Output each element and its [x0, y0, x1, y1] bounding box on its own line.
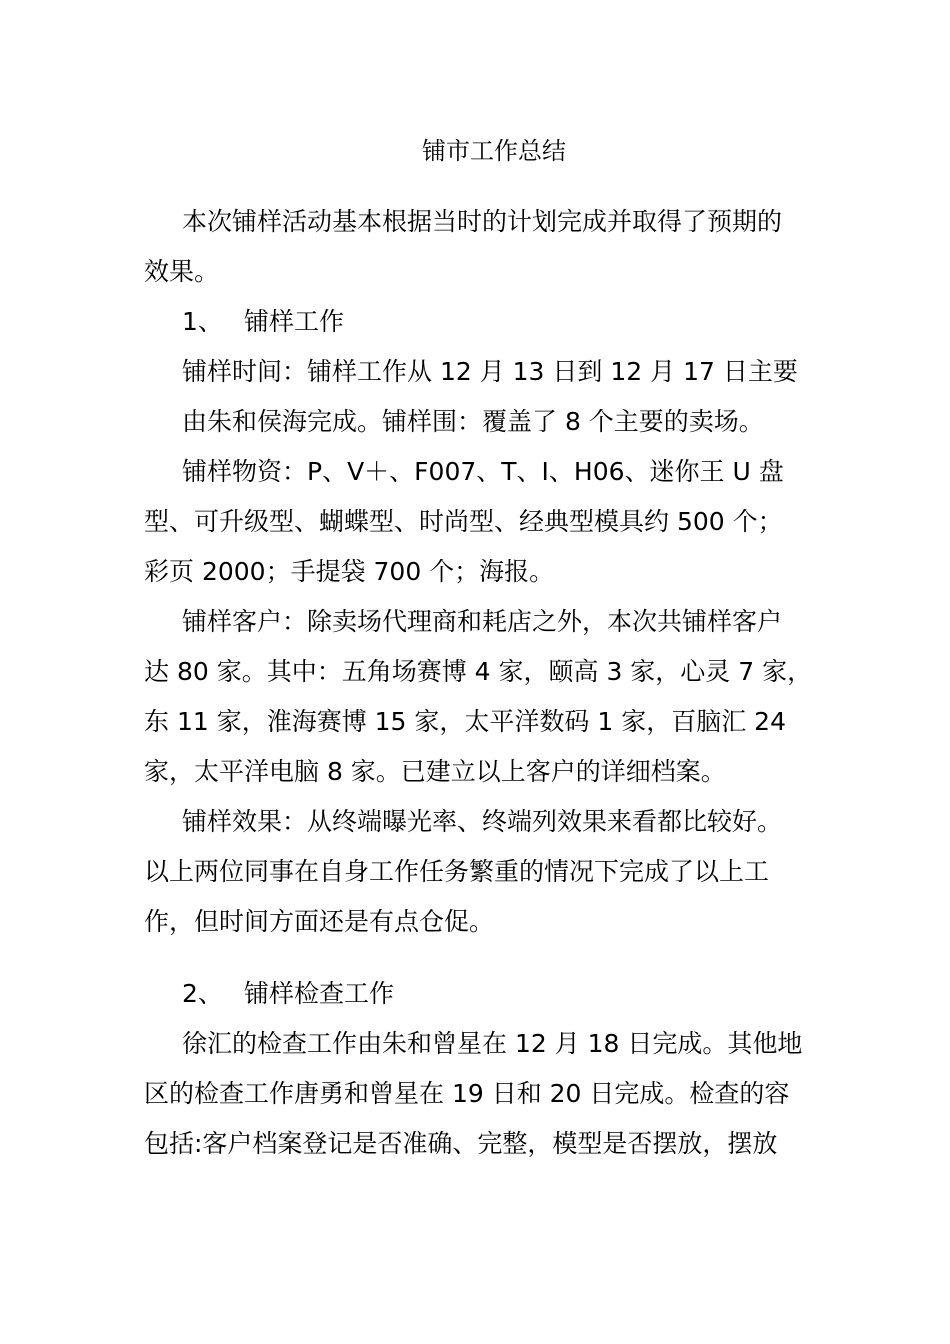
- paragraph-line: 彩页 2000；手提袋 700 个；海报。: [144, 557, 555, 586]
- section-heading-1: [182, 302, 344, 342]
- paragraph-line: 铺样效果：从终端曝光率、终端列效果来看都比较好。: [182, 807, 783, 836]
- section-number: 1、: [182, 307, 223, 336]
- document-title: 铺市工作总结: [422, 137, 566, 165]
- paragraph-line: 效果。: [144, 257, 220, 286]
- section-heading-text: 铺样工作: [244, 307, 345, 336]
- paragraph-line: 型、可升级型、蝴蝶型、时尚型、经典型模具约 500 个；: [144, 507, 783, 536]
- paragraph-line: 本次铺样活动基本根据当时的计划完成并取得了预期的: [182, 207, 783, 236]
- paragraph-line: 达 80 家。其中：五角场赛博 4 家，颐高 3 家，心灵 7 家，: [144, 657, 813, 686]
- paragraph-line: 包括:客户档案登记是否准确、完整，模型是否摆放，摆放: [144, 1129, 778, 1158]
- section-heading-2: [182, 974, 394, 1014]
- paragraph-line: 家，太平洋电脑 8 家。已建立以上客户的详细档案。: [144, 757, 726, 786]
- paragraph-line: 区的检查工作唐勇和曾星在 19 日和 20 日完成。检查的容: [144, 1079, 790, 1108]
- section-number: 2、: [182, 979, 223, 1008]
- paragraph-line: 徐汇的检查工作由朱和曾星在 12 月 18 日完成。其他地: [182, 1029, 803, 1058]
- paragraph-line: 作，但时间方面还是有点仓促。: [144, 907, 495, 936]
- paragraph-line: 东 11 家，淮海赛博 15 家，太平洋数码 1 家，百脑汇 24: [144, 707, 786, 736]
- paragraph-line: 以上两位同事在自身工作任务繁重的情况下完成了以上工: [144, 857, 770, 886]
- paragraph-line: 由朱和侯海完成。铺样围：覆盖了 8 个主要的卖场。: [182, 407, 764, 436]
- paragraph-line: 铺样物资：P、V＋、F007、T、I、H06、迷你王 U 盘: [182, 457, 784, 486]
- paragraph-line: 铺样时间：铺样工作从 12 月 13 日到 12 月 17 日主要: [182, 357, 798, 386]
- paragraph-line: 铺样客户：除卖场代理商和耗店之外，本次共铺样客户: [182, 607, 783, 636]
- section-heading-text: 铺样检查工作: [244, 979, 395, 1008]
